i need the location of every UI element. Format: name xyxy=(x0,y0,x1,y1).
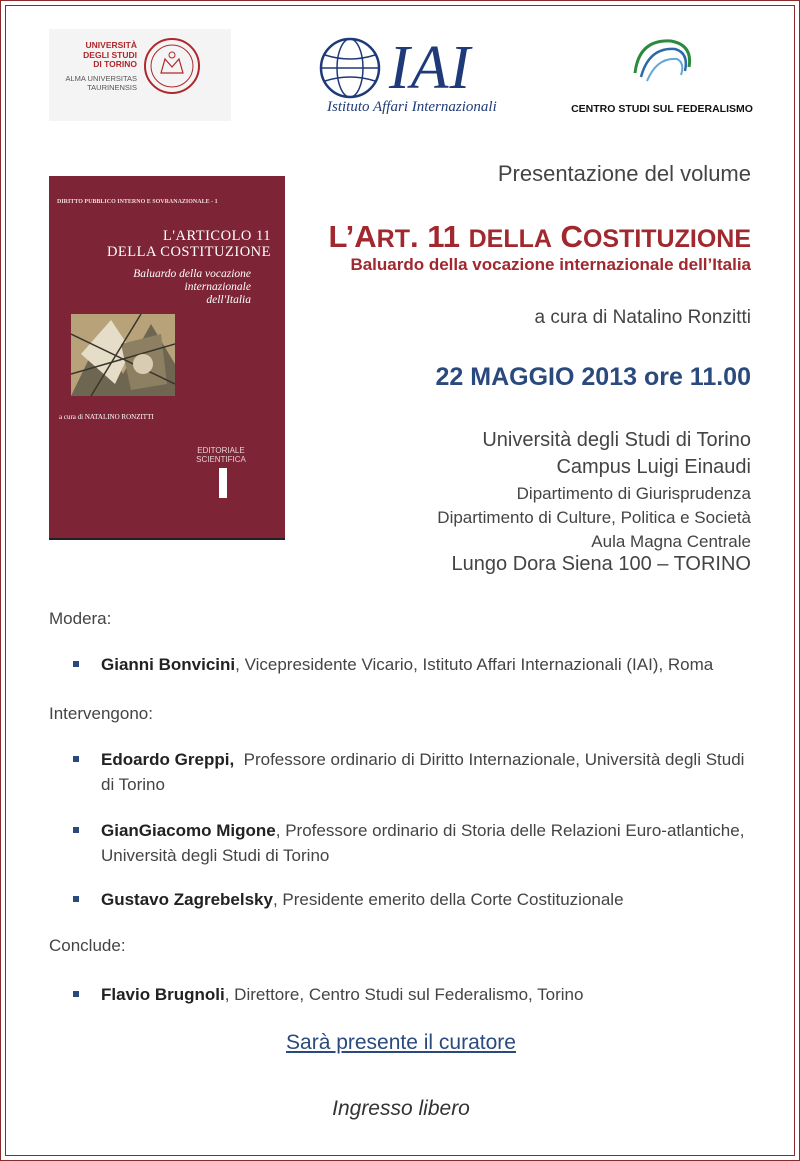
book-title xyxy=(49,228,271,260)
moderator-item xyxy=(73,652,753,677)
bullet-icon xyxy=(73,756,79,762)
person-role: , Vicepresidente Vicario, Istituto Affari Internazionali (IAI), Roma xyxy=(235,655,714,674)
intervengono-label: Intervengono: xyxy=(49,704,153,723)
unito-logo xyxy=(49,29,231,121)
unito-name-line: DEGLI STUDI xyxy=(83,49,137,60)
person-name: Gianni Bonvicini xyxy=(101,655,236,674)
iai-name: Istituto Affari Internazionali xyxy=(327,99,497,115)
book-title-line: DELLA COSTITUZIONE xyxy=(106,244,271,260)
bullet-icon xyxy=(73,896,79,902)
event-subtitle: Baluardo della vocazione internazionale dell’Italia xyxy=(350,255,751,274)
free-entry-note: Ingresso libero xyxy=(332,1097,470,1120)
venue-line: Dipartimento di Culture, Politica e Società xyxy=(437,508,751,527)
unito-name xyxy=(65,41,137,70)
speaker-item xyxy=(73,887,753,912)
csf-name: CENTRO STUDI SUL FEDERALISMO xyxy=(571,103,753,115)
person-name: Edoardo Greppi, xyxy=(101,750,235,769)
unito-name-line: UNIVERSITÀ xyxy=(85,40,137,50)
book-subtitle-line: Baluardo della vocazione xyxy=(133,268,251,280)
title-part: RT xyxy=(376,225,410,253)
title-part: OSTITUZIONE xyxy=(582,225,751,253)
venue-line: Aula Magna Centrale xyxy=(591,532,751,551)
venue-line: Lungo Dora Siena 100 – TORINO xyxy=(451,553,751,575)
book-publisher xyxy=(191,446,251,464)
speaker-item xyxy=(73,818,753,868)
modera-label: Modera: xyxy=(49,609,112,628)
title-part: DELLA xyxy=(468,225,552,253)
conclude-label: Conclude: xyxy=(49,936,126,955)
book-subtitle xyxy=(49,268,251,307)
venue-line: Dipartimento di Giurisprudenza xyxy=(516,484,751,503)
speaker-item xyxy=(73,747,753,797)
person-role: , Presidente emerito della Corte Costituzionale xyxy=(272,890,624,909)
book-subtitle-line: dell'Italia xyxy=(206,294,251,306)
iai-logo xyxy=(319,33,519,123)
book-subtitle-line: internazionale xyxy=(184,281,251,293)
title-part: . 11 xyxy=(410,219,469,254)
csf-logo xyxy=(569,31,755,123)
book-title-line: L'ARTICOLO 11 xyxy=(163,228,271,244)
event-title xyxy=(328,219,751,255)
bullet-icon xyxy=(73,661,79,667)
person-name: Gustavo Zagrebelsky xyxy=(101,890,273,909)
book-series: DIRITTO PUBBLICO INTERNO E SOVRANAZIONALE - 1 xyxy=(57,199,218,205)
unito-motto xyxy=(57,74,137,92)
iai-letters: IAI xyxy=(389,34,472,102)
venue-line: Campus Luigi Einaudi xyxy=(556,456,751,478)
event-curator: a cura di Natalino Ronzitti xyxy=(534,307,751,328)
venue-line: Università degli Studi di Torino xyxy=(482,429,751,451)
person-role: Professore ordinario di Diritto Internazionale, Università degli Studi di Torino xyxy=(101,750,750,794)
bullet-icon xyxy=(73,991,79,997)
title-part: C xyxy=(551,219,583,254)
person-role: , Professore ordinario di Storia delle Relazioni Euro-atlantiche, Università degli Studi di Torino xyxy=(101,821,745,865)
book-spine-mark xyxy=(219,468,227,498)
person-role: , Direttore, Centro Studi sul Federalismo, Torino xyxy=(224,985,584,1004)
globe-icon xyxy=(319,37,381,99)
curator-present-note: Sarà presente il curatore xyxy=(286,1031,516,1054)
closer-item xyxy=(73,982,753,1007)
unito-name-line: DI TORINO xyxy=(93,59,137,69)
event-date: 22 MAGGIO 2013 ore 11.00 xyxy=(435,363,751,391)
bullet-icon xyxy=(73,827,79,833)
unito-motto-line: TAURINENSIS xyxy=(87,83,137,92)
book-curator: a cura di NATALINO RONZITTI xyxy=(59,413,154,421)
person-name: GianGiacomo Migone xyxy=(101,821,276,840)
swirl-icon xyxy=(627,33,697,95)
book-cover-artwork xyxy=(71,314,175,396)
book-cover xyxy=(49,176,285,540)
title-part: L’A xyxy=(328,219,377,254)
person-name: Flavio Brugnoli xyxy=(101,985,225,1004)
unito-seal-icon xyxy=(143,37,201,95)
book-publisher-line: SCIENTIFICA xyxy=(196,455,246,464)
book-publisher-line: EDITORIALE xyxy=(197,446,245,455)
presentation-intro: Presentazione del volume xyxy=(497,161,751,186)
unito-motto-line: ALMA UNIVERSITAS xyxy=(65,74,137,83)
